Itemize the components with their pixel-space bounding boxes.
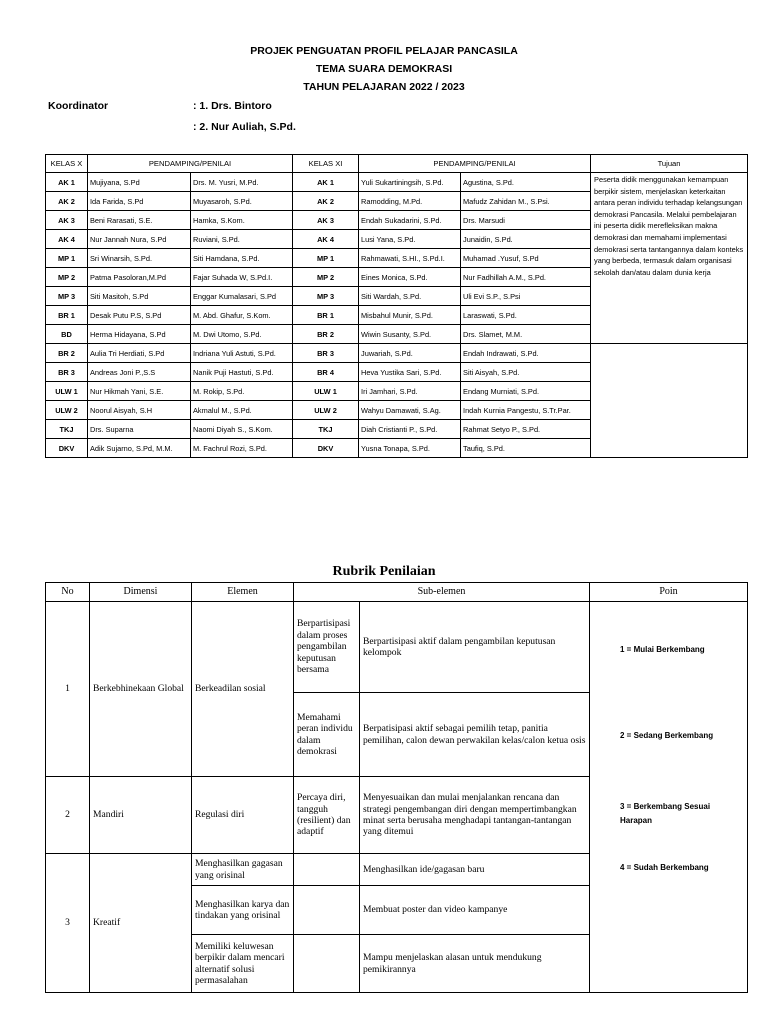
pendamping-xi-1-cell: Rahmawati, S.HI., S.Pd.I.: [359, 249, 461, 268]
rubrik-col-sub-elemen: Sub-elemen: [294, 583, 590, 602]
koordinator-2: : 2. Nur Auliah, S.Pd.: [193, 121, 296, 133]
pendamping-x-1-cell: Desak Putu P.S, S.Pd: [88, 306, 191, 325]
rubrik-sub-elemen: [294, 886, 360, 935]
pendamping-x-1-cell: Andreas Joni P.,S.S: [88, 363, 191, 382]
pendamping-x-2-cell: Fajar Suhada W, S.Pd.I.: [191, 268, 293, 287]
col-pendamping-xi: PENDAMPING/PENILAI: [359, 155, 591, 173]
kelas-xi-cell: TKJ: [293, 420, 359, 439]
rubrik-sub-elemen-detail: Menghasilkan ide/gagasan baru: [360, 854, 590, 886]
pendamping-xi-1-cell: Iri Jamhari, S.Pd.: [359, 382, 461, 401]
pendamping-x-1-cell: Patma Pasoloran,M.Pd: [88, 268, 191, 287]
kelas-xi-cell: MP 2: [293, 268, 359, 287]
pendamping-xi-2-cell: Indah Kurnia Pangestu, S.Tr.Par.: [461, 401, 591, 420]
kelas-x-cell: ULW 2: [46, 401, 88, 420]
pendamping-xi-2-cell: Drs. Marsudi: [461, 211, 591, 230]
rubrik-elemen: Memiliki keluwesan berpikir dalam mencari alternatif solusi permasalahan: [192, 935, 294, 993]
kelas-x-cell: MP 2: [46, 268, 88, 287]
rubrik-col-elemen: Elemen: [192, 583, 294, 602]
pendamping-xi-1-cell: Lusi Yana, S.Pd.: [359, 230, 461, 249]
pendamping-xi-1-cell: Siti Wardah, S.Pd.: [359, 287, 461, 306]
rubrik-col-poin: Poin: [590, 583, 748, 602]
pendamping-x-1-cell: Beni Rarasati, S.E.: [88, 211, 191, 230]
kelas-xi-cell: DKV: [293, 439, 359, 458]
rubrik-title: Rubrik Penilaian: [332, 564, 436, 579]
pendamping-x-1-cell: Noorul Aisyah, S.H: [88, 401, 191, 420]
kelas-x-cell: BD: [46, 325, 88, 344]
rubrik-dimensi: Berkebhinekaan Global: [90, 602, 192, 777]
header-theme: TEMA SUARA DEMOKRASI: [315, 63, 453, 75]
pendamping-table: [45, 154, 748, 458]
pendamping-xi-2-cell: Agustina, S.Pd.: [461, 173, 591, 192]
pendamping-x-2-cell: Naomi Diyah S., S.Kom.: [191, 420, 293, 439]
rubrik-dimensi: Kreatif: [90, 854, 192, 993]
pendamping-x-1-cell: Nur Jannah Nura, S.Pd: [88, 230, 191, 249]
rubrik-sub-elemen-detail: Mampu menjelaskan alasan untuk mendukung pemikirannya: [360, 935, 590, 993]
pendamping-x-1-cell: Drs. Suparna: [88, 420, 191, 439]
pendamping-xi-2-cell: Nur Fadhillah A.M., S.Pd.: [461, 268, 591, 287]
kelas-x-cell: AK 2: [46, 192, 88, 211]
rubrik-elemen: Regulasi diri: [192, 777, 294, 854]
rubrik-no: 2: [46, 777, 90, 854]
kelas-x-cell: BR 2: [46, 344, 88, 363]
kelas-x-cell: MP 1: [46, 249, 88, 268]
rubrik-no: 1: [46, 602, 90, 777]
kelas-xi-cell: BR 3: [293, 344, 359, 363]
pendamping-xi-1-cell: Yuli Sukartiningsih, S.Pd.: [359, 173, 461, 192]
pendamping-xi-1-cell: Wiwin Susanty, S.Pd.: [359, 325, 461, 344]
rubrik-dimensi: Mandiri: [90, 777, 192, 854]
table-row: [46, 344, 748, 363]
header-title: PROJEK PENGUATAN PROFIL PELAJAR PANCASILA: [250, 45, 518, 57]
pendamping-xi-2-cell: Laraswati, S.Pd.: [461, 306, 591, 325]
rubrik-elemen: Menghasilkan karya dan tindakan yang orisinal: [192, 886, 294, 935]
table-row: [46, 173, 748, 192]
kelas-xi-cell: MP 1: [293, 249, 359, 268]
kelas-xi-cell: ULW 2: [293, 401, 359, 420]
pendamping-x-2-cell: Siti Hamdana, S.Pd.: [191, 249, 293, 268]
pendamping-xi-1-cell: Juwariah, S.Pd.: [359, 344, 461, 363]
kelas-xi-cell: BR 2: [293, 325, 359, 344]
rubrik-elemen: Menghasilkan gagasan yang orisinal: [192, 854, 294, 886]
pendamping-x-2-cell: Ruviani, S.Pd.: [191, 230, 293, 249]
header-year: TAHUN PELAJARAN 2022 / 2023: [303, 81, 465, 93]
pendamping-x-1-cell: Herma Hidayana, S.Pd: [88, 325, 191, 344]
kelas-xi-cell: AK 4: [293, 230, 359, 249]
pendamping-x-1-cell: Nur Hikmah Yani, S.E.: [88, 382, 191, 401]
pendamping-xi-1-cell: Yusna Tonapa, S.Pd.: [359, 439, 461, 458]
pendamping-x-2-cell: M. Rokip, S.Pd.: [191, 382, 293, 401]
pendamping-x-1-cell: Aulia Tri Herdiati, S.Pd: [88, 344, 191, 363]
rubrik-no: 3: [46, 854, 90, 993]
rubrik-sub-elemen: Berpartisipasi dalam proses pengambilan keputusan bersama: [294, 602, 360, 693]
poin-2: 2 = Sedang Berkembang: [620, 731, 714, 740]
pendamping-xi-1-cell: Eines Monica, S.Pd.: [359, 268, 461, 287]
koordinator-1: : 1. Drs. Bintoro: [193, 100, 272, 112]
pendamping-x-2-cell: Nanik Puji Hastuti, S.Pd.: [191, 363, 293, 382]
kelas-x-cell: AK 1: [46, 173, 88, 192]
pendamping-x-1-cell: Adik Sujarno, S.Pd, M.M.: [88, 439, 191, 458]
kelas-xi-cell: AK 3: [293, 211, 359, 230]
pendamping-x-2-cell: M. Fachrul Rozi, S.Pd.: [191, 439, 293, 458]
pendamping-xi-1-cell: Misbahul Munir, S.Pd.: [359, 306, 461, 325]
pendamping-xi-1-cell: Wahyu Damawati, S.Ag.: [359, 401, 461, 420]
rubrik-col-no: No: [46, 583, 90, 602]
pendamping-x-1-cell: Mujiyana, S.Pd: [88, 173, 191, 192]
rubrik-sub-elemen: [294, 935, 360, 993]
poin-3: 3 = Berkembang Sesuai Harapan: [620, 802, 711, 825]
kelas-xi-cell: AK 2: [293, 192, 359, 211]
rubrik-sub-elemen-detail: Berpartisipasi aktif dalam pengambilan keputusan kelompok: [360, 602, 590, 693]
rubrik-sub-elemen: Memahami peran individu dalam demokrasi: [294, 693, 360, 777]
poin-1: 1 = Mulai Berkembang: [620, 645, 705, 654]
kelas-xi-cell: BR 1: [293, 306, 359, 325]
pendamping-x-2-cell: Hamka, S.Kom.: [191, 211, 293, 230]
pendamping-xi-2-cell: Endah Indrawati, S.Pd.: [461, 344, 591, 363]
kelas-x-cell: AK 4: [46, 230, 88, 249]
tujuan-empty-cell: [591, 344, 748, 458]
rubrik-elemen: Berkeadilan sosial: [192, 602, 294, 777]
table-header-row: [46, 155, 748, 173]
pendamping-x-1-cell: Ida Farida, S.Pd: [88, 192, 191, 211]
pendamping-xi-2-cell: Mafudz Zahidan M., S.Psi.: [461, 192, 591, 211]
pendamping-xi-1-cell: Diah Cristianti P., S.Pd.: [359, 420, 461, 439]
pendamping-xi-2-cell: Taufiq, S.Pd.: [461, 439, 591, 458]
pendamping-xi-2-cell: Rahmat Setyo P., S.Pd.: [461, 420, 591, 439]
pendamping-xi-1-cell: Heva Yustika Sari, S.Pd.: [359, 363, 461, 382]
poin-4: 4 = Sudah Berkembang: [620, 863, 709, 872]
col-pendamping-x: PENDAMPING/PENILAI: [88, 155, 293, 173]
rubrik-sub-elemen: Percaya diri, tangguh (resilient) dan adaptif: [294, 777, 360, 854]
kelas-xi-cell: ULW 1: [293, 382, 359, 401]
rubrik-poin-cell: [590, 602, 748, 993]
pendamping-x-2-cell: Enggar Kumalasari, S.Pd: [191, 287, 293, 306]
kelas-xi-cell: AK 1: [293, 173, 359, 192]
pendamping-xi-1-cell: Ramodding, M.Pd.: [359, 192, 461, 211]
rubrik-sub-elemen: [294, 854, 360, 886]
col-tujuan: Tujuan: [591, 155, 748, 173]
pendamping-xi-2-cell: Muhamad .Yusuf, S.Pd: [461, 249, 591, 268]
kelas-x-cell: MP 3: [46, 287, 88, 306]
kelas-x-cell: BR 3: [46, 363, 88, 382]
pendamping-xi-2-cell: Siti Aisyah, S.Pd.: [461, 363, 591, 382]
pendamping-xi-2-cell: Drs. Slamet, M.M.: [461, 325, 591, 344]
kelas-x-cell: TKJ: [46, 420, 88, 439]
kelas-x-cell: BR 1: [46, 306, 88, 325]
pendamping-xi-2-cell: Uli Evi S.P., S.Psi: [461, 287, 591, 306]
pendamping-x-2-cell: Akmalul M., S.Pd.: [191, 401, 293, 420]
col-kelas-x: KELAS X: [46, 155, 88, 173]
kelas-x-cell: ULW 1: [46, 382, 88, 401]
kelas-xi-cell: BR 4: [293, 363, 359, 382]
pendamping-xi-2-cell: Junaidin, S.Pd.: [461, 230, 591, 249]
kelas-x-cell: DKV: [46, 439, 88, 458]
tujuan-text: Peserta didik menggunakan kemampuan berpikir sistem, menjelaskan keterkaitan antara peran individu terhadap kelangsungan demokrasi Pancasila. Melalui pembelajaran ini peserta didik merefleksikan makna demokrasi dan memahami implementasi demokrasi serta tantangannya dalam konteks yang berbeda, termasuk dalam organisasi sekolah dan/atau dalam dunia kerja: [591, 173, 748, 344]
pendamping-x-1-cell: Siti Masitoh, S.Pd: [88, 287, 191, 306]
pendamping-xi-2-cell: Endang Murniati, S.Pd.: [461, 382, 591, 401]
pendamping-x-2-cell: Muyasaroh, S.Pd.: [191, 192, 293, 211]
pendamping-x-2-cell: M. Abd. Ghafur, S.Kom.: [191, 306, 293, 325]
pendamping-x-2-cell: Indriana Yuli Astuti, S.Pd.: [191, 344, 293, 363]
rubrik-sub-elemen-detail: Menyesuaikan dan mulai menjalankan rencana dan strategi pengembangan diri dengan mempertimbangkan minat serta berusaha menghadapi tantangan-tantangan yang ditemui: [360, 777, 590, 854]
koordinator-label: Koordinator: [48, 100, 109, 112]
rubrik-header-row: [46, 583, 748, 602]
pendamping-x-2-cell: Drs. M. Yusri, M.Pd.: [191, 173, 293, 192]
rubrik-col-dimensi: Dimensi: [90, 583, 192, 602]
pendamping-xi-1-cell: Endah Sukadarini, S.Pd.: [359, 211, 461, 230]
kelas-xi-cell: MP 3: [293, 287, 359, 306]
document-header: [0, 42, 768, 96]
pendamping-x-2-cell: M. Dwi Utomo, S.Pd.: [191, 325, 293, 344]
pendamping-x-1-cell: Sri Winarsih, S.Pd.: [88, 249, 191, 268]
col-kelas-xi: KELAS XI: [293, 155, 359, 173]
rubrik-sub-elemen-detail: Berpatisipasi aktif sebagai pemilih tetap, panitia pemilihan, calon dewan perwakilan kelas/calon ketua osis: [360, 693, 590, 777]
kelas-x-cell: AK 3: [46, 211, 88, 230]
rubrik-sub-elemen-detail: Membuat poster dan video kampanye: [360, 886, 590, 935]
